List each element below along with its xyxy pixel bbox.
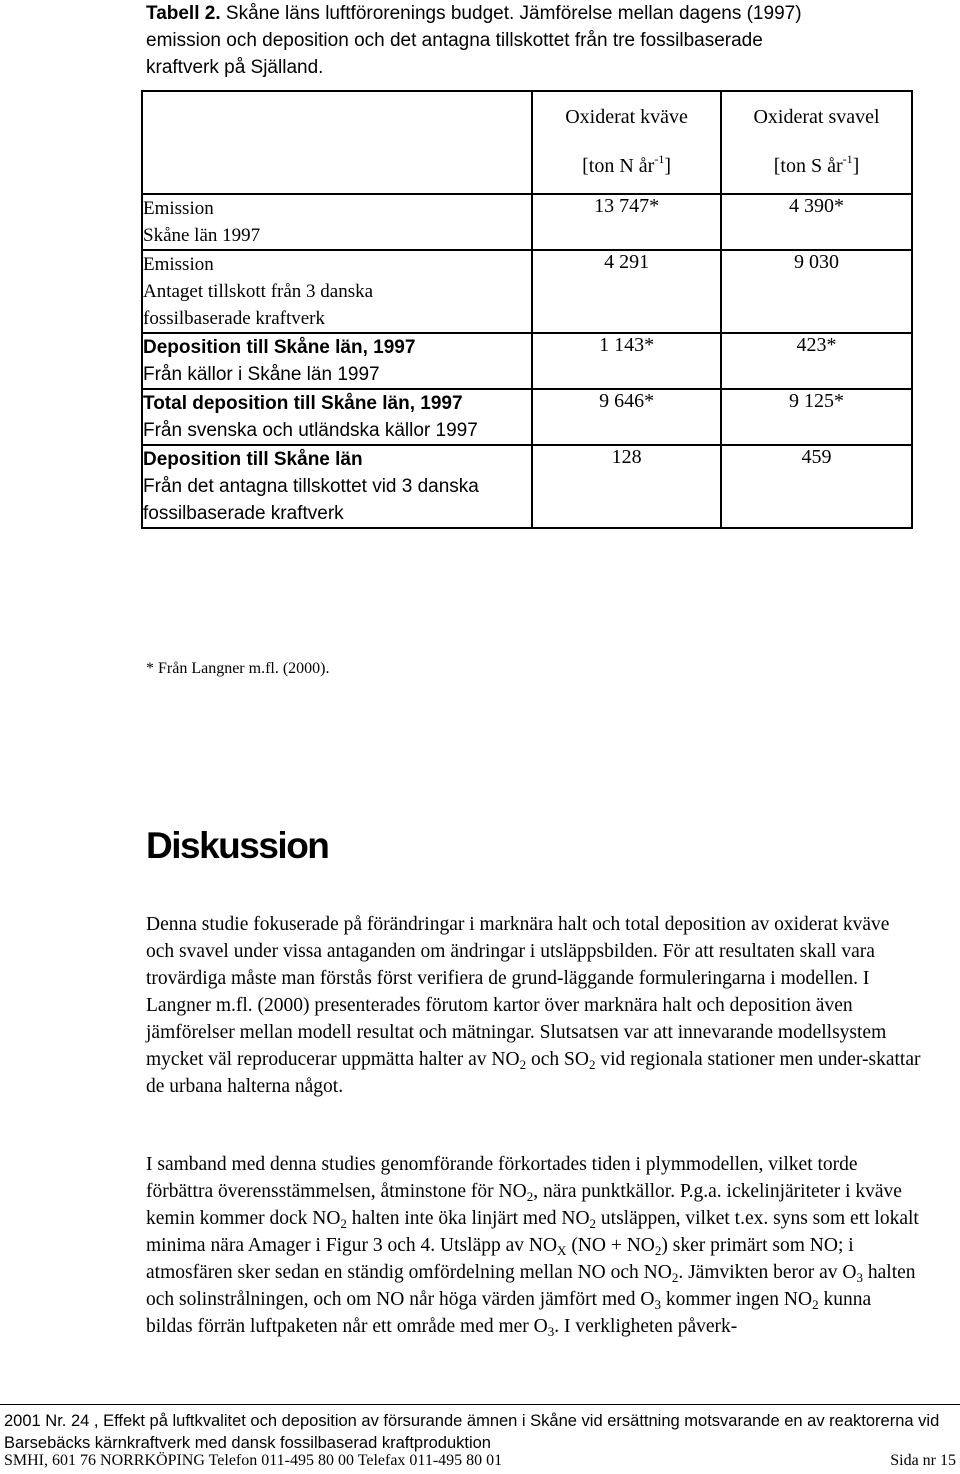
nitrogen-value: 13 747*: [532, 194, 721, 250]
pollution-budget-table: [141, 90, 913, 529]
table-row: [142, 389, 912, 445]
table-header-row: [142, 91, 912, 194]
row-label: [142, 389, 532, 445]
header-sulfur-unit: [ton S $år^{-1}$]: [773, 152, 860, 177]
header-nitrogen-name: Oxiderat kväve: [565, 106, 688, 128]
header-sulfur-name: Oxiderat svavel: [753, 106, 880, 128]
header-nitrogen: [532, 91, 721, 194]
footer-address: SMHI, 601 76 NORRKÖPING Telefon 011-495 80 00 Telefax 011-495 80 01: [4, 1452, 503, 1469]
row-title: Total deposition till Skåne län, 1997: [143, 393, 463, 414]
sulfur-value: 9 030: [721, 250, 912, 333]
footer-divider: [0, 1404, 960, 1405]
row-subtitle: Från svenska och utländska källor 1997: [143, 420, 478, 441]
nitrogen-value: 128: [532, 445, 721, 528]
row-label: [142, 333, 532, 389]
header-empty-cell: [142, 91, 532, 194]
row-label: [142, 194, 532, 250]
nitrogen-value: 9 646*: [532, 389, 721, 445]
caption-text-1: Skåne läns luftförorenings budget. Jämförelse mellan dagens (1997): [220, 3, 802, 24]
table-caption: [146, 0, 886, 81]
caption-text-2: emission och deposition och det antagna tillskottet från tre fossilbaserade: [146, 30, 763, 51]
table-row: [142, 250, 912, 333]
row-label: [142, 445, 532, 528]
table-row: [142, 194, 912, 250]
footer-page-number: Sida nr 15: [890, 1452, 956, 1469]
sulfur-value: 423*: [721, 333, 912, 389]
table-row: [142, 333, 912, 389]
paragraph-2: I samband med denna studies genomförande förkortades tiden i plymmodellen, vilket torde förbättra överensstämmelsen, åtminstone för $NO_2$, nära punktkällor. P.g.a. ickelinjäriteter i kväve kemin kommer dock $NO_2$ halten inte öka linjärt med $NO_2$ utsläppen, vilket t.ex. syns som ett lokalt minima nära Amager i Figur 3 och 4. Utsläpp av $NO_X$ $(NO + NO_2)$ sker primärt som NO; i atmosfären sker sedan en ständig omfördelning mellan NO och $NO_2$. Jämvikten beror av $O_3$ halten och solinstrålningen, och om NO når höga värden jämfört med $O_3$ kommer ingen $NO_2$ kunna bildas förrän luftpaketen når ett område med mer $O_3$. I verkligheten påverk-: [146, 1154, 919, 1339]
nitrogen-value: 4 291: [532, 250, 721, 333]
row-subtitle: Från det antagna tillskottet vid 3 danska: [143, 476, 479, 497]
paragraph-1: Denna studie fokuserade på förändringar i marknära halt och total deposition av oxiderat kväve och svavel under vissa antaganden om ändringar i utsläppsbilden. För att resultaten skall vara trovärdiga måste man förstås först verifiera de grund-läggande formuleringarna i modellen. I Langner m.fl. (2000) presenterades förutom kartor över marknära halt och deposition även jämförelser mellan modell resultat och mätningar. Slutsatsen var att innevarande modellsystem mycket väl reproducerar uppmätta halter av $NO_2$ och $SO_2$ vid regionala stationer men under-skattar de urbana halterna något.: [146, 914, 921, 1097]
sulfur-value: 459: [721, 445, 912, 528]
row-subtitle: Skåne län 1997: [143, 225, 261, 246]
row-label: [142, 250, 532, 333]
row-title: Deposition till Skåne län: [143, 449, 363, 470]
row-subtitle-2: fossilbaserade kraftverk: [143, 503, 344, 524]
row-subtitle: Från källor i Skåne län 1997: [143, 364, 380, 385]
sulfur-value: 9 125*: [721, 389, 912, 445]
section-heading: Diskussion: [146, 825, 329, 866]
nitrogen-value: 1 143*: [532, 333, 721, 389]
header-sulfur: [721, 91, 912, 194]
row-subtitle-2: fossilbaserade kraftverk: [143, 308, 326, 329]
caption-text-3: kraftverk på Själland.: [146, 57, 324, 78]
header-nitrogen-unit: [ton N $år^{-1}$]: [582, 152, 671, 177]
table-row: [142, 445, 912, 528]
row-title: Emission: [143, 254, 214, 275]
table-footnote: * Från Langner m.fl. (2000).: [146, 660, 330, 677]
sulfur-value: 4 390*: [721, 194, 912, 250]
footer-report-title: 2001 Nr. 24 , Effekt på luftkvalitet och deposition av försurande ämnen i Skåne vid ersättning motsvarande en av reaktorerna vid Barsebäcks kärnkraftverk med dansk fossilbaserad kraftproduktion: [4, 1412, 940, 1452]
row-title: Deposition till Skåne län, 1997: [143, 337, 416, 358]
row-subtitle: Antaget tillskott från 3 danska: [143, 281, 374, 302]
caption-label: Tabell 2.: [146, 3, 221, 24]
row-title: Emission: [143, 198, 214, 219]
